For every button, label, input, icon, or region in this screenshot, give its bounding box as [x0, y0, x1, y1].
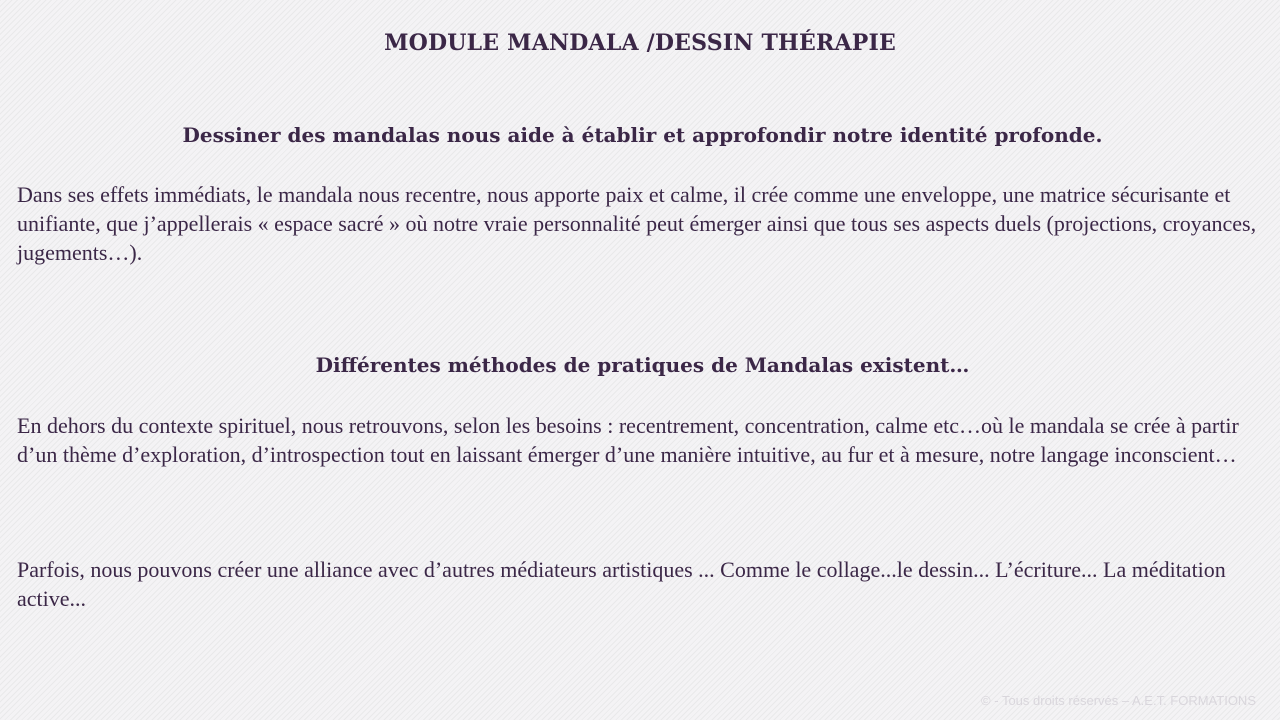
paragraph-immediate-effects: Dans ses effets immédiats, le mandala nous recentre, nous apporte paix et calme, il crée comme une enveloppe, une matrice sécurisante et unifiante, que j’appellerais « espace sacré » où notre vraie personnalité peut émerger ainsi que tous ses aspects duels (projections, croyances, jugements…). [17, 182, 1257, 265]
section-heading-identity: Dessiner des mandalas nous aide à établir et approfondir notre identité profonde. [182, 123, 1103, 147]
slide-title: MODULE MANDALA /DESSIN THÉRAPIE [384, 30, 896, 56]
copyright-footer: © - Tous droits réservés – A.E.T. FORMATIONS [981, 693, 1256, 708]
section-heading-methods: Différentes méthodes de pratiques de Mandalas existent… [315, 353, 970, 377]
paragraph-artistic-alliance: Parfois, nous pouvons créer une alliance avec d’autres médiateurs artistiques ... Comme le collage...le dessin... L’écriture... La méditation active... [17, 557, 1226, 611]
paragraph-context: En dehors du contexte spirituel, nous retrouvons, selon les besoins : recentrement, concentration, calme etc…où le mandala se crée à partir d’un thème d’exploration, d’introspection tout en laissant émerger d’une manière intuitive, au fur et à mesure, notre langage inconscient… [17, 413, 1239, 467]
